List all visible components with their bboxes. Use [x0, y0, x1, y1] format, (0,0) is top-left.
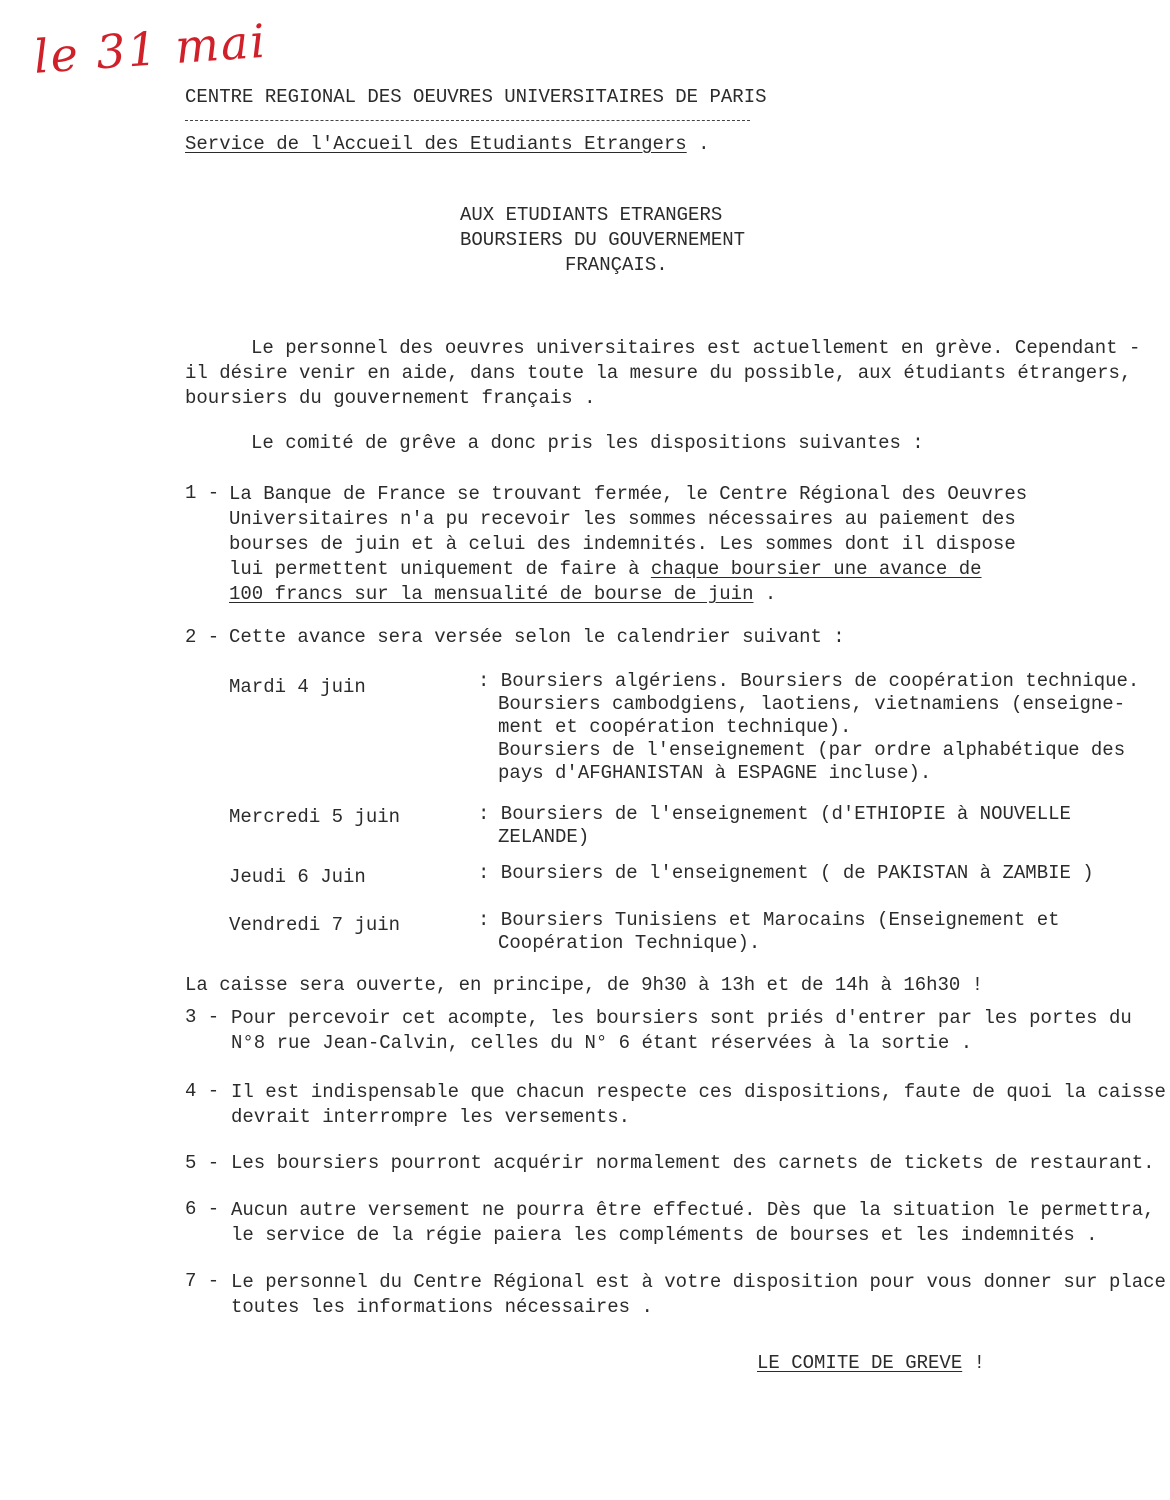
intro-line-3: boursiers du gouvernement français . — [185, 387, 596, 409]
item-3-line-1: Pour percevoir cet acompte, les boursiers sont priés d'entrer par les portes du — [231, 1007, 1132, 1029]
item-1-line-5-end: . — [753, 583, 777, 605]
item-5-number: 5 - — [185, 1152, 220, 1174]
schedule-entry — [478, 670, 1139, 785]
schedule-day: Vendredi 7 juin — [229, 914, 401, 936]
item-1-line-3: bourses de juin et à celui des indemnités. Les sommes dont il dispose — [229, 533, 1016, 555]
item-1-number: 1 - — [185, 482, 220, 504]
item-1-line-5-underlined: 100 francs sur la mensualité de bourse de juin — [229, 583, 754, 605]
item-4-line-1: Il est indispensable que chacun respecte ces dispositions, faute de quoi la caisse — [231, 1081, 1166, 1103]
schedule-line: ment et coopération technique). — [498, 716, 852, 738]
item-4-line-2: devrait interrompre les versements. — [231, 1106, 631, 1128]
item-3-number: 3 - — [185, 1006, 220, 1028]
schedule-day: Mercredi 5 juin — [229, 806, 401, 828]
item-2-number: 2 - — [185, 626, 220, 648]
item-1-line-2: Universitaires n'a pu recevoir les sommes nécessaires au paiement des — [229, 508, 1016, 530]
item-3-text — [231, 1006, 1132, 1056]
item-4-text — [231, 1080, 1166, 1130]
organization-header: CENTRE REGIONAL DES OEUVRES UNIVERSITAIRES DE PARIS — [185, 86, 767, 108]
item-6-number: 6 - — [185, 1198, 220, 1220]
schedule-entry — [478, 909, 1060, 955]
dispositions-line: Le comité de grêve a donc pris les dispositions suivantes : — [251, 432, 924, 454]
schedule-line: Boursiers cambodgiens, laotiens, vietnamiens (enseigne- — [498, 693, 1126, 715]
item-1-line-4 — [229, 557, 1027, 582]
schedule-line: Coopération Technique). — [498, 932, 761, 954]
item-6-line-1: Aucun autre versement ne pourra être effectué. Dès que la situation le permettra, — [231, 1199, 1155, 1221]
item-1-line-4-start: lui permettent uniquement de faire à — [229, 558, 651, 580]
intro-paragraph — [185, 336, 1140, 411]
handwritten-date-annotation: le 31 mai — [32, 13, 269, 84]
service-period: . — [698, 133, 710, 155]
schedule-day: Jeudi 6 Juin — [229, 866, 366, 888]
signature-text: LE COMITE DE GREVE — [757, 1352, 963, 1374]
hours-line: La caisse sera ouverte, en principe, de 9h30 à 13h et de 14h à 16h30 ! — [185, 974, 984, 996]
schedule-line: : Boursiers Tunisiens et Marocains (Enseignement et — [478, 909, 1060, 931]
item-1-line-5 — [229, 582, 1027, 607]
signature — [757, 1352, 985, 1374]
item-5-line-1: Les boursiers pourront acquérir normalement des carnets de tickets de restaurant. — [231, 1152, 1155, 1174]
schedule-line: Boursiers de l'enseignement (par ordre alphabétique des — [498, 739, 1126, 761]
service-line — [185, 133, 710, 155]
intro-line-2: il désire venir en aide, dans toute la mesure du possible, aux étudiants étrangers, — [185, 362, 1132, 384]
item-1-line-1: La Banque de France se trouvant fermée, le Centre Régional des Oeuvres — [229, 483, 1028, 505]
schedule-line: ZELANDE) — [498, 826, 590, 848]
schedule-entry — [478, 862, 1094, 885]
schedule-entry — [478, 803, 1071, 849]
item-4-number: 4 - — [185, 1080, 220, 1102]
item-3-line-2: N°8 rue Jean-Calvin, celles du N° 6 étant réservées à la sortie . — [231, 1032, 973, 1054]
schedule-day: Mardi 4 juin — [229, 676, 366, 698]
item-7-number: 7 - — [185, 1270, 220, 1292]
item-1-line-4-underlined: chaque boursier une avance de — [650, 558, 982, 580]
intro-line-1: Le personnel des oeuvres universitaires est actuellement en grève. Cependant - — [251, 337, 1141, 359]
item-7-line-1: Le personnel du Centre Régional est à votre disposition pour vous donner sur place — [231, 1271, 1166, 1293]
document-title — [460, 203, 745, 278]
service-name: Service de l'Accueil des Etudiants Etrangers — [185, 133, 687, 155]
schedule-line: pays d'AFGHANISTAN à ESPAGNE incluse). — [498, 762, 932, 784]
title-line-3: FRANÇAIS. — [565, 254, 668, 276]
header-divider — [185, 120, 750, 121]
schedule-line: : Boursiers algériens. Boursiers de coopération technique. — [478, 670, 1140, 692]
item-7-text — [231, 1270, 1166, 1320]
item-7-line-2: toutes les informations nécessaires . — [231, 1296, 653, 1318]
signature-end: ! — [973, 1352, 986, 1374]
item-6-text — [231, 1198, 1155, 1248]
schedule-line: : Boursiers de l'enseignement (d'ETHIOPIE à NOUVELLE — [478, 803, 1071, 825]
item-2-text: Cette avance sera versée selon le calendrier suivant : — [229, 626, 845, 648]
title-line-1: AUX ETUDIANTS ETRANGERS — [460, 204, 723, 226]
item-6-line-2: le service de la régie paiera les compléments de bourses et les indemnités . — [231, 1224, 1098, 1246]
item-1-text — [229, 482, 1027, 607]
schedule-line: : Boursiers de l'enseignement ( de PAKISTAN à ZAMBIE ) — [478, 862, 1094, 884]
title-line-2: BOURSIERS DU GOUVERNEMENT — [460, 229, 746, 251]
